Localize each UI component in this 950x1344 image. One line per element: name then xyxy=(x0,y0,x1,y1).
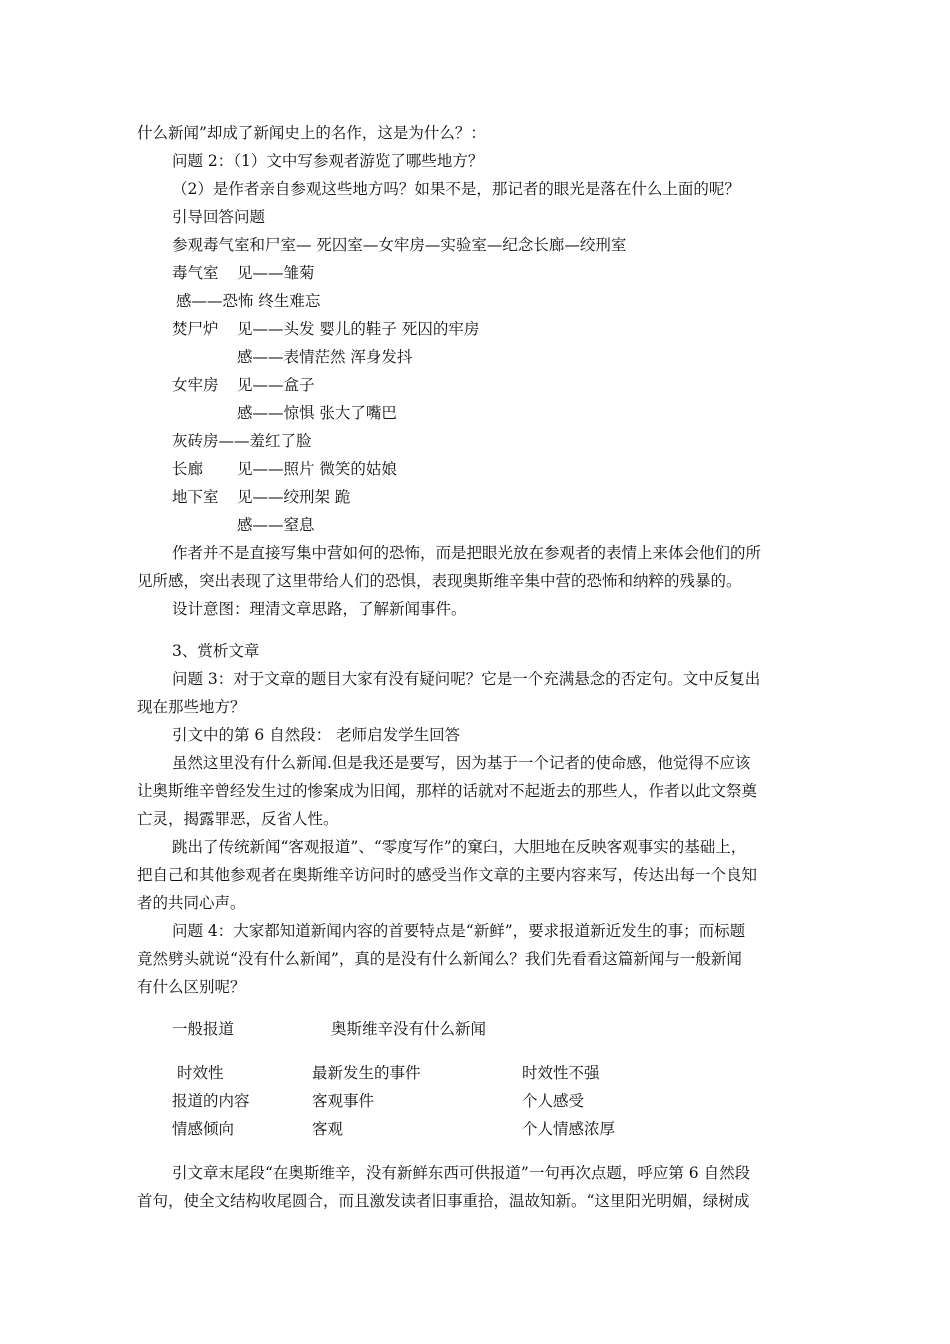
header-auschwitz-news: 奥斯维辛没有什么新闻 xyxy=(331,1020,487,1038)
place-label: 地下室 xyxy=(172,488,219,506)
auschwitz-cell: 个人感受 xyxy=(522,1092,585,1110)
general-cell: 最新发生的事件 xyxy=(312,1064,421,1082)
text-line: 现在那些地方？ xyxy=(137,698,246,716)
text-line: 者的共同心声。 xyxy=(137,894,246,912)
text-line: 让奥斯维辛曾经发生过的惨案成为旧闻，那样的话就对不起逝去的那些人，作者以此文祭奠 xyxy=(137,782,758,800)
row-label: 报道的内容 xyxy=(172,1092,250,1110)
text-line: 虽然这里没有什么新闻.但是我还是要写，因为基于一个记者的使命感，他觉得不应该 xyxy=(172,754,751,772)
text-line: 什么新闻”却成了新闻史上的名作，这是为什么？： xyxy=(137,124,486,142)
row-label: 时效性 xyxy=(177,1064,224,1082)
text-line: 有什么区别呢？ xyxy=(137,978,246,996)
place-label: 灰砖房——羞红了脸 xyxy=(172,432,312,450)
text-line: 作者并不是直接写集中营如何的恐怖，而是把眼光放在参观者的表情上来体会他们的所 xyxy=(172,544,762,562)
text-line: 引文章末尾段“在奥斯维辛，没有新鲜东西可供报道”一句再次点题，呼应第 6 自然段 xyxy=(172,1164,751,1182)
text-line: 首句，使全文结构收尾圆合，而且激发读者旧事重拾，温故知新。“这里阳光明媚，绿树成 xyxy=(137,1192,750,1210)
general-cell: 客观 xyxy=(312,1120,344,1138)
question-2: 问题 2：（1）文中写参观者游览了哪些地方？ xyxy=(172,152,484,170)
question-2-part-2: （2）是作者亲自参观这些地方吗？如果不是，那记者的眼光是落在什么上面的呢？ xyxy=(172,180,740,198)
seen-line: 见——照片 微笑的姑娘 xyxy=(237,460,397,478)
text-line: 亡灵，揭露罪恶，反省人性。 xyxy=(137,810,339,828)
place-label: 毒气室 xyxy=(172,264,219,282)
text-line: 把自己和其他参观者在奥斯维辛访问时的感受当作文章的主要内容来写，传达出每一个良知 xyxy=(137,866,758,884)
place-label: 焚尸炉 xyxy=(172,320,219,338)
text-line: 跳出了传统新闻“客观报道”、“零度写作”的窠臼，大胆地在反映客观事实的基础上， xyxy=(172,838,747,856)
text-line: 引文中的第 6 自然段： 老师启发学生回答 xyxy=(172,726,461,744)
place-label: 女牢房 xyxy=(172,376,219,394)
auschwitz-cell: 个人情感浓厚 xyxy=(522,1120,616,1138)
place-label: 长廊 xyxy=(172,460,204,478)
felt-line: 感——惊惧 张大了嘴巴 xyxy=(237,404,397,422)
text-line: 见所感，突出表现了这里带给人们的恐惧，表现奥斯维辛集中营的恐怖和纳粹的残暴的。 xyxy=(137,572,742,590)
text-line: 竟然劈头就说“没有什么新闻”，真的是没有什么新闻么？我们先看看这篇新闻与一般新闻 xyxy=(137,950,742,968)
question-3: 问题 3：对于文章的题目大家有没有疑问呢？它是一个充满悬念的否定句。文中反复出 xyxy=(172,670,761,688)
felt-line: 感——窒息 xyxy=(237,516,315,534)
section-heading: 3、赏析文章 xyxy=(172,642,260,660)
design-intent: 设计意图：理清文章思路，了解新闻事件。 xyxy=(172,600,467,618)
question-4: 问题 4：大家都知道新闻内容的首要特点是“新鲜”，要求报道新近发生的事；而标题 xyxy=(172,922,746,940)
felt-line: 感——表情茫然 浑身发抖 xyxy=(237,348,413,366)
seen-line: 见——头发 婴儿的鞋子 死囚的牢房 xyxy=(237,320,480,338)
general-cell: 客观事件 xyxy=(312,1092,375,1110)
seen-line: 见——盒子 xyxy=(237,376,315,394)
row-label: 情感倾向 xyxy=(172,1120,235,1138)
felt-line: 感——恐怖 终生难忘 xyxy=(176,292,321,310)
auschwitz-cell: 时效性不强 xyxy=(522,1064,600,1082)
text-line: 引导回答问题 xyxy=(172,208,266,226)
header-general-report: 一般报道 xyxy=(172,1020,235,1038)
seen-line: 见——雏菊 xyxy=(237,264,315,282)
tour-route: 参观毒气室和尸室— 死囚室—女牢房—实验室—纪念长廊—绞刑室 xyxy=(172,236,627,254)
seen-line: 见——绞刑架 跪 xyxy=(237,488,351,506)
